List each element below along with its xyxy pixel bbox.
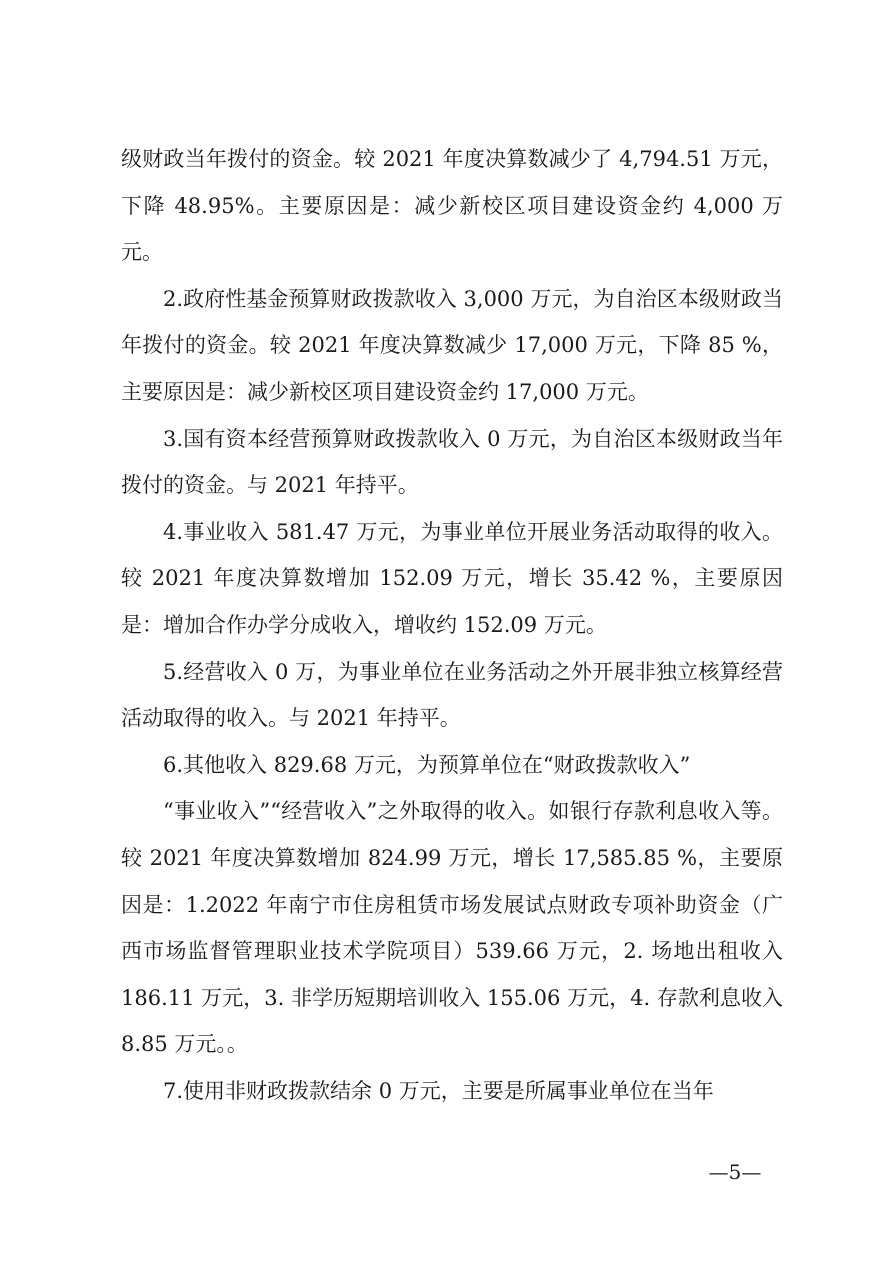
paragraph-0: 级财政当年拨付的资金。较 2021 年度决算数减少了 4,794.51 万元，下降 48.95%。主要原因是：减少新校区项目建设资金约 4,000 万元。 <box>121 147 783 265</box>
paragraph-6: “事业收入”“经营收入”之外取得的收入。如银行存款利息收入等。较 2021 年度决算数增加 824.99 万元，增长 17,585.85 %，主要原因是：1.2022 年南宁市住房租赁市场发展试点财政专项补助资金（广西市场监督管理职业技术学院项目）539.66 万元，2. 场地出租收入 186.11 万元，3. 非学历短期培训收入 155.06 万元，4. 存款利息收入 8.85 万元。。 <box>121 799 783 1057</box>
document-body <box>121 136 783 1114</box>
page-number: —5— <box>708 1160 762 1184</box>
paragraph-2: 3.国有资本经营预算财政拨款收入 0 万元，为自治区本级财政当年拨付的资金。与 2021 年持平。 <box>121 426 783 498</box>
paragraph-4: 5.经营收入 0 万，为事业单位在业务活动之外开展非独立核算经营活动取得的收入。与 2021 年持平。 <box>121 659 783 731</box>
paragraph-7: 7.使用非财政拨款结余 0 万元，主要是所属事业单位在当年 <box>163 1078 714 1103</box>
paragraph-3: 4.事业收入 581.47 万元，为事业单位开展业务活动取得的收入。较 2021 年度决算数增加 152.09 万元，增长 35.42 %，主要原因是：增加合作办学分成收入，增收约 152.09 万元。 <box>121 519 783 637</box>
paragraph-1: 2.政府性基金预算财政拨款收入 3,000 万元，为自治区本级财政当年拨付的资金。较 2021 年度决算数减少 17,000 万元，下降 85 %，主要原因是：减少新校区项目建设资金约 17,000 万元。 <box>121 286 783 404</box>
paragraph-5: 6.其他收入 829.68 万元，为预算单位在“财政拨款收入” <box>163 752 691 777</box>
